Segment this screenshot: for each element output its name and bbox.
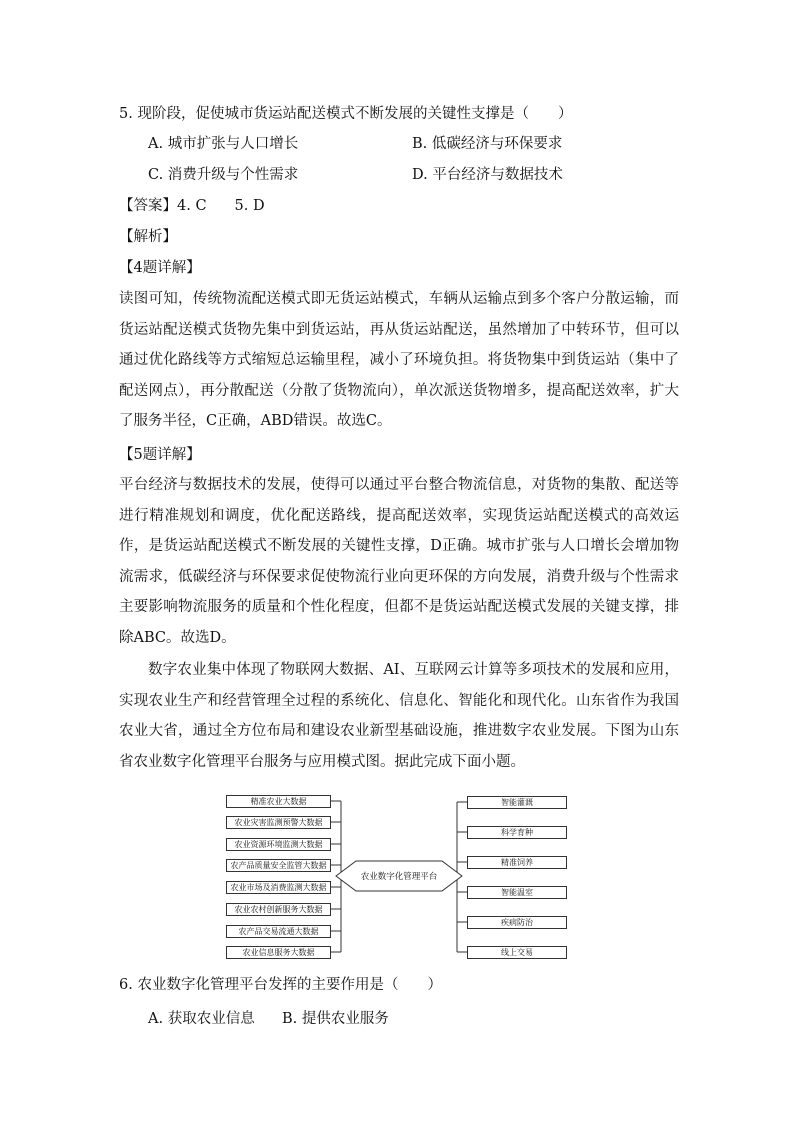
q5-option-a: A. 城市扩张与人口增长 xyxy=(148,136,299,152)
analysis-label: 【解析】 xyxy=(119,229,177,245)
detail-5-text: 平台经济与数据技术的发展，使得可以通过平台整合物流信息，对货物的集散、配送等进行精准规划和调度，优化配送路线，提高配送效率，实现货运站配送模式的高效运作，是货运站配送模式不断发展的关键性支撑，D正确。城市扩张与人口增长会增加物流需求，低碳经济与环保要求促使物流行业向更环保的方向发展，消费升级与个性需求主要影响物流服务的质量和个性化程度，但都不是货运站配送模式发展的关键支撑，排除ABC。故选D。 xyxy=(119,477,679,646)
right-item-box: 智能温室 xyxy=(467,886,567,899)
q5-option-b: B. 低碳经济与环保要求 xyxy=(412,136,563,152)
answer-4: 4. C xyxy=(177,198,207,214)
question-6-stem: 6. 农业数字化管理平台发挥的主要作用是（ ） xyxy=(119,977,442,993)
q5-option-c: C. 消费升级与个性需求 xyxy=(148,167,299,183)
q6-option-b: B. 提供农业服务 xyxy=(282,1011,389,1027)
left-item-box: 农业灾害监测预警大数据 xyxy=(226,816,331,829)
right-item-box: 线上交易 xyxy=(467,946,567,959)
left-item-box: 农业资源环境监测大数据 xyxy=(226,838,331,851)
right-item-box: 疾病防治 xyxy=(467,916,567,929)
answer-5: 5. D xyxy=(234,198,265,214)
question-5-stem: 5. 现阶段，促使城市货运站配送模式不断发展的关键性支撑是（ ） xyxy=(119,106,573,122)
right-item-box: 智能灌溉 xyxy=(467,796,567,809)
left-item-box: 农业市场及消费监测大数据 xyxy=(226,881,331,894)
detail-5-label: 【5题详解】 xyxy=(119,447,201,463)
detail-4-text: 读图可知，传统物流配送模式即无货运站模式，车辆从运输点到多个客户分散运输，而货运站配送模式货物先集中到货运站，再从货运站配送，虽然增加了中转环节，但可以通过优化路线等方式缩短总运输里程，减小了环境负担。将货物集中到货运站（集中了配送网点），再分散配送（分散了货物流向），单次派送货物增多，提高配送效率，扩大了服务半径，C正确，ABD错误。故选C。 xyxy=(119,291,679,429)
passage-text: 数字农业集中体现了物联网大数据、AI、互联网云计算等多项技术的发展和应用，实现农业生产和经营管理全过程的系统化、信息化、智能化和现代化。山东省作为我国农业大省，通过全方位布局和建设农业新型基础设施，推进数字农业发展。下图为山东省农业数字化管理平台服务与应用模式图。据此完成下面小题。 xyxy=(119,662,679,770)
answer-label: 【答案】 xyxy=(119,198,177,214)
left-item-box: 农业农村创新服务大数据 xyxy=(226,903,331,916)
detail-4-label: 【4题详解】 xyxy=(119,260,201,276)
right-item-box: 科学育种 xyxy=(467,826,567,839)
q6-option-a: A. 获取农业信息 xyxy=(148,1011,255,1027)
q5-option-d: D. 平台经济与数据技术 xyxy=(412,167,563,183)
left-item-box: 农产品质量安全监管大数据 xyxy=(226,859,331,872)
left-item-box: 农产品交易流通大数据 xyxy=(226,925,331,938)
center-platform-label: 农业数字化管理平台 xyxy=(360,872,438,882)
left-item-box: 精准农业大数据 xyxy=(226,795,331,808)
right-item-box: 精准饲养 xyxy=(467,856,567,869)
left-item-box: 农业信息服务大数据 xyxy=(226,946,331,959)
